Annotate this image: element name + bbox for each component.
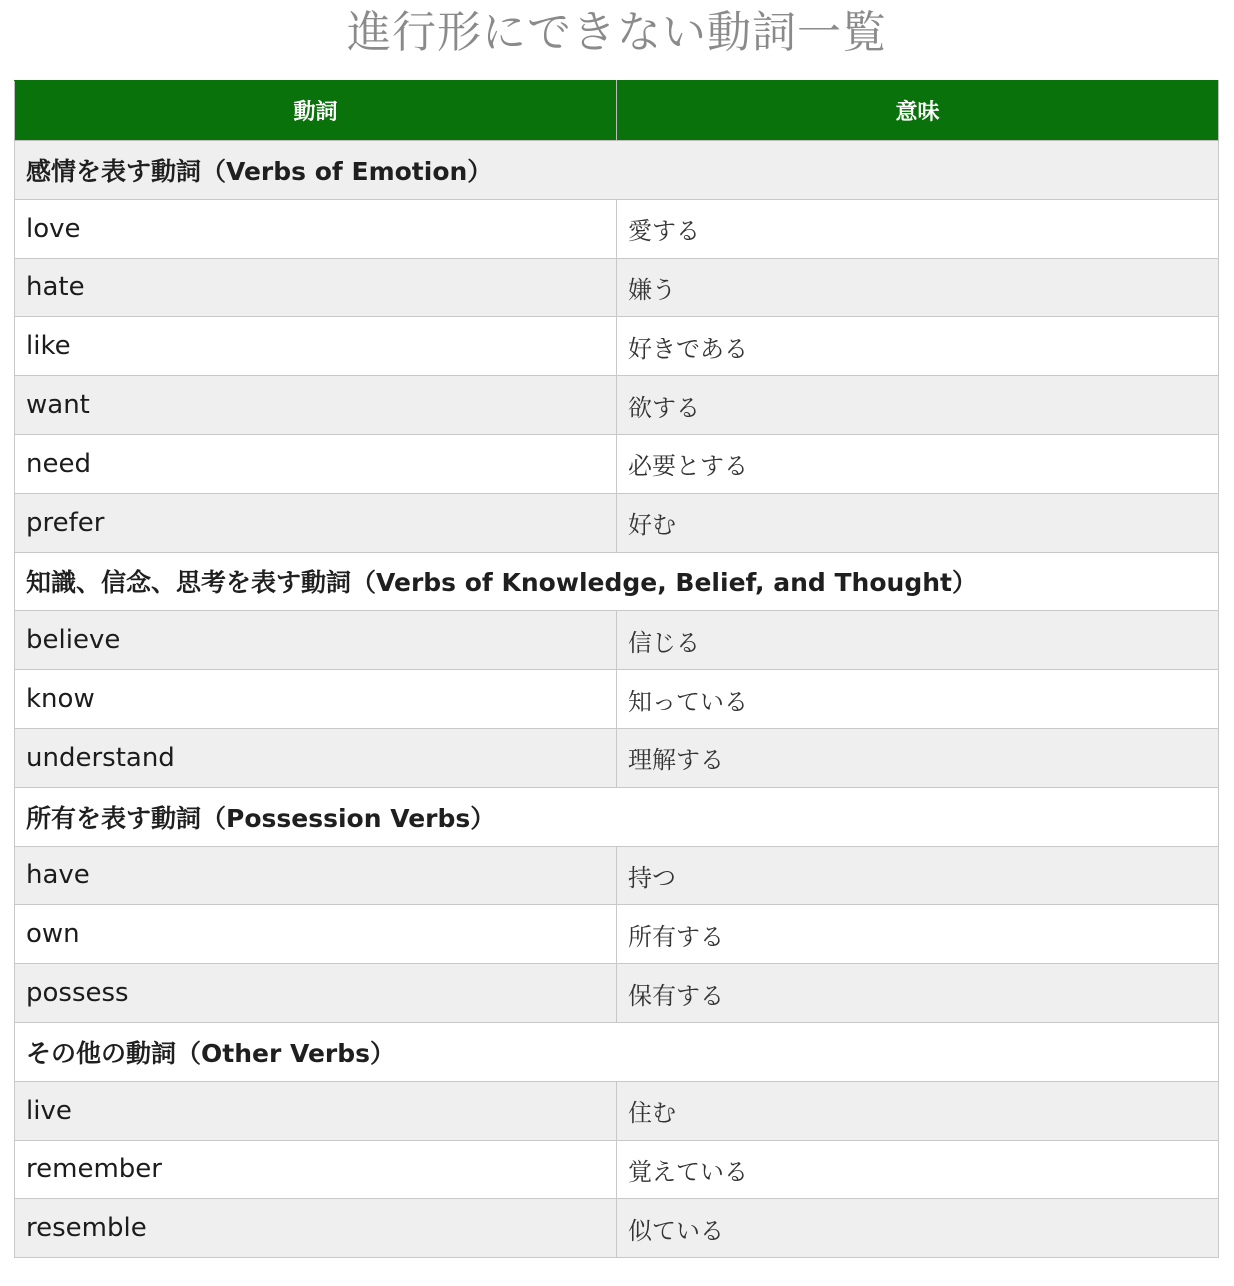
meaning-cell: 信じる xyxy=(617,611,1219,670)
section-row xyxy=(15,141,1219,200)
verb-cell: know xyxy=(15,670,617,729)
verb-cell: love xyxy=(15,199,617,258)
section-heading: その他の動詞（Other Verbs） xyxy=(15,1022,1219,1081)
meaning-cell: 知っている xyxy=(617,670,1219,729)
table-row xyxy=(15,258,1219,317)
meaning-cell: 必要とする xyxy=(617,434,1219,493)
header-row xyxy=(15,81,1219,141)
meaning-cell: 好きである xyxy=(617,317,1219,376)
meaning-cell: 似ている xyxy=(617,1199,1219,1258)
table-row xyxy=(15,670,1219,729)
table-row xyxy=(15,846,1219,905)
meaning-cell: 好む xyxy=(617,493,1219,552)
table-row xyxy=(15,964,1219,1023)
verb-cell: own xyxy=(15,905,617,964)
table-row xyxy=(15,376,1219,435)
table-row xyxy=(15,199,1219,258)
verb-cell: live xyxy=(15,1081,617,1140)
verb-cell: prefer xyxy=(15,493,617,552)
section-row xyxy=(15,787,1219,846)
section-heading: 所有を表す動詞（Possession Verbs） xyxy=(15,787,1219,846)
verb-cell: have xyxy=(15,846,617,905)
verb-cell: possess xyxy=(15,964,617,1023)
meaning-cell: 保有する xyxy=(617,964,1219,1023)
table-row xyxy=(15,905,1219,964)
verb-cell: believe xyxy=(15,611,617,670)
meaning-cell: 所有する xyxy=(617,905,1219,964)
table-row xyxy=(15,1140,1219,1199)
verb-cell: need xyxy=(15,434,617,493)
verbs-table xyxy=(14,80,1219,1258)
table-row xyxy=(15,317,1219,376)
section-row xyxy=(15,552,1219,611)
page-title: 進行形にできない動詞一覧 xyxy=(347,7,887,58)
section-heading: 知識、信念、思考を表す動詞（Verbs of Knowledge, Belief, and Thought） xyxy=(15,552,1219,611)
verb-cell: remember xyxy=(15,1140,617,1199)
section-heading: 感情を表す動詞（Verbs of Emotion） xyxy=(15,141,1219,200)
table-row xyxy=(15,434,1219,493)
meaning-cell: 欲する xyxy=(617,376,1219,435)
table-header xyxy=(15,81,1219,141)
verb-cell: resemble xyxy=(15,1199,617,1258)
verb-cell: want xyxy=(15,376,617,435)
meaning-cell: 覚えている xyxy=(617,1140,1219,1199)
column-header-verb: 動詞 xyxy=(15,81,617,141)
table-row xyxy=(15,1081,1219,1140)
table-row xyxy=(15,728,1219,787)
table-row xyxy=(15,493,1219,552)
meaning-cell: 愛する xyxy=(617,199,1219,258)
column-header-meaning: 意味 xyxy=(617,81,1219,141)
table-row xyxy=(15,611,1219,670)
verb-cell: hate xyxy=(15,258,617,317)
table-body xyxy=(15,141,1219,1258)
table-row xyxy=(15,1199,1219,1258)
meaning-cell: 持つ xyxy=(617,846,1219,905)
section-row xyxy=(15,1022,1219,1081)
verb-cell: like xyxy=(15,317,617,376)
meaning-cell: 嫌う xyxy=(617,258,1219,317)
meaning-cell: 理解する xyxy=(617,728,1219,787)
verb-cell: understand xyxy=(15,728,617,787)
meaning-cell: 住む xyxy=(617,1081,1219,1140)
